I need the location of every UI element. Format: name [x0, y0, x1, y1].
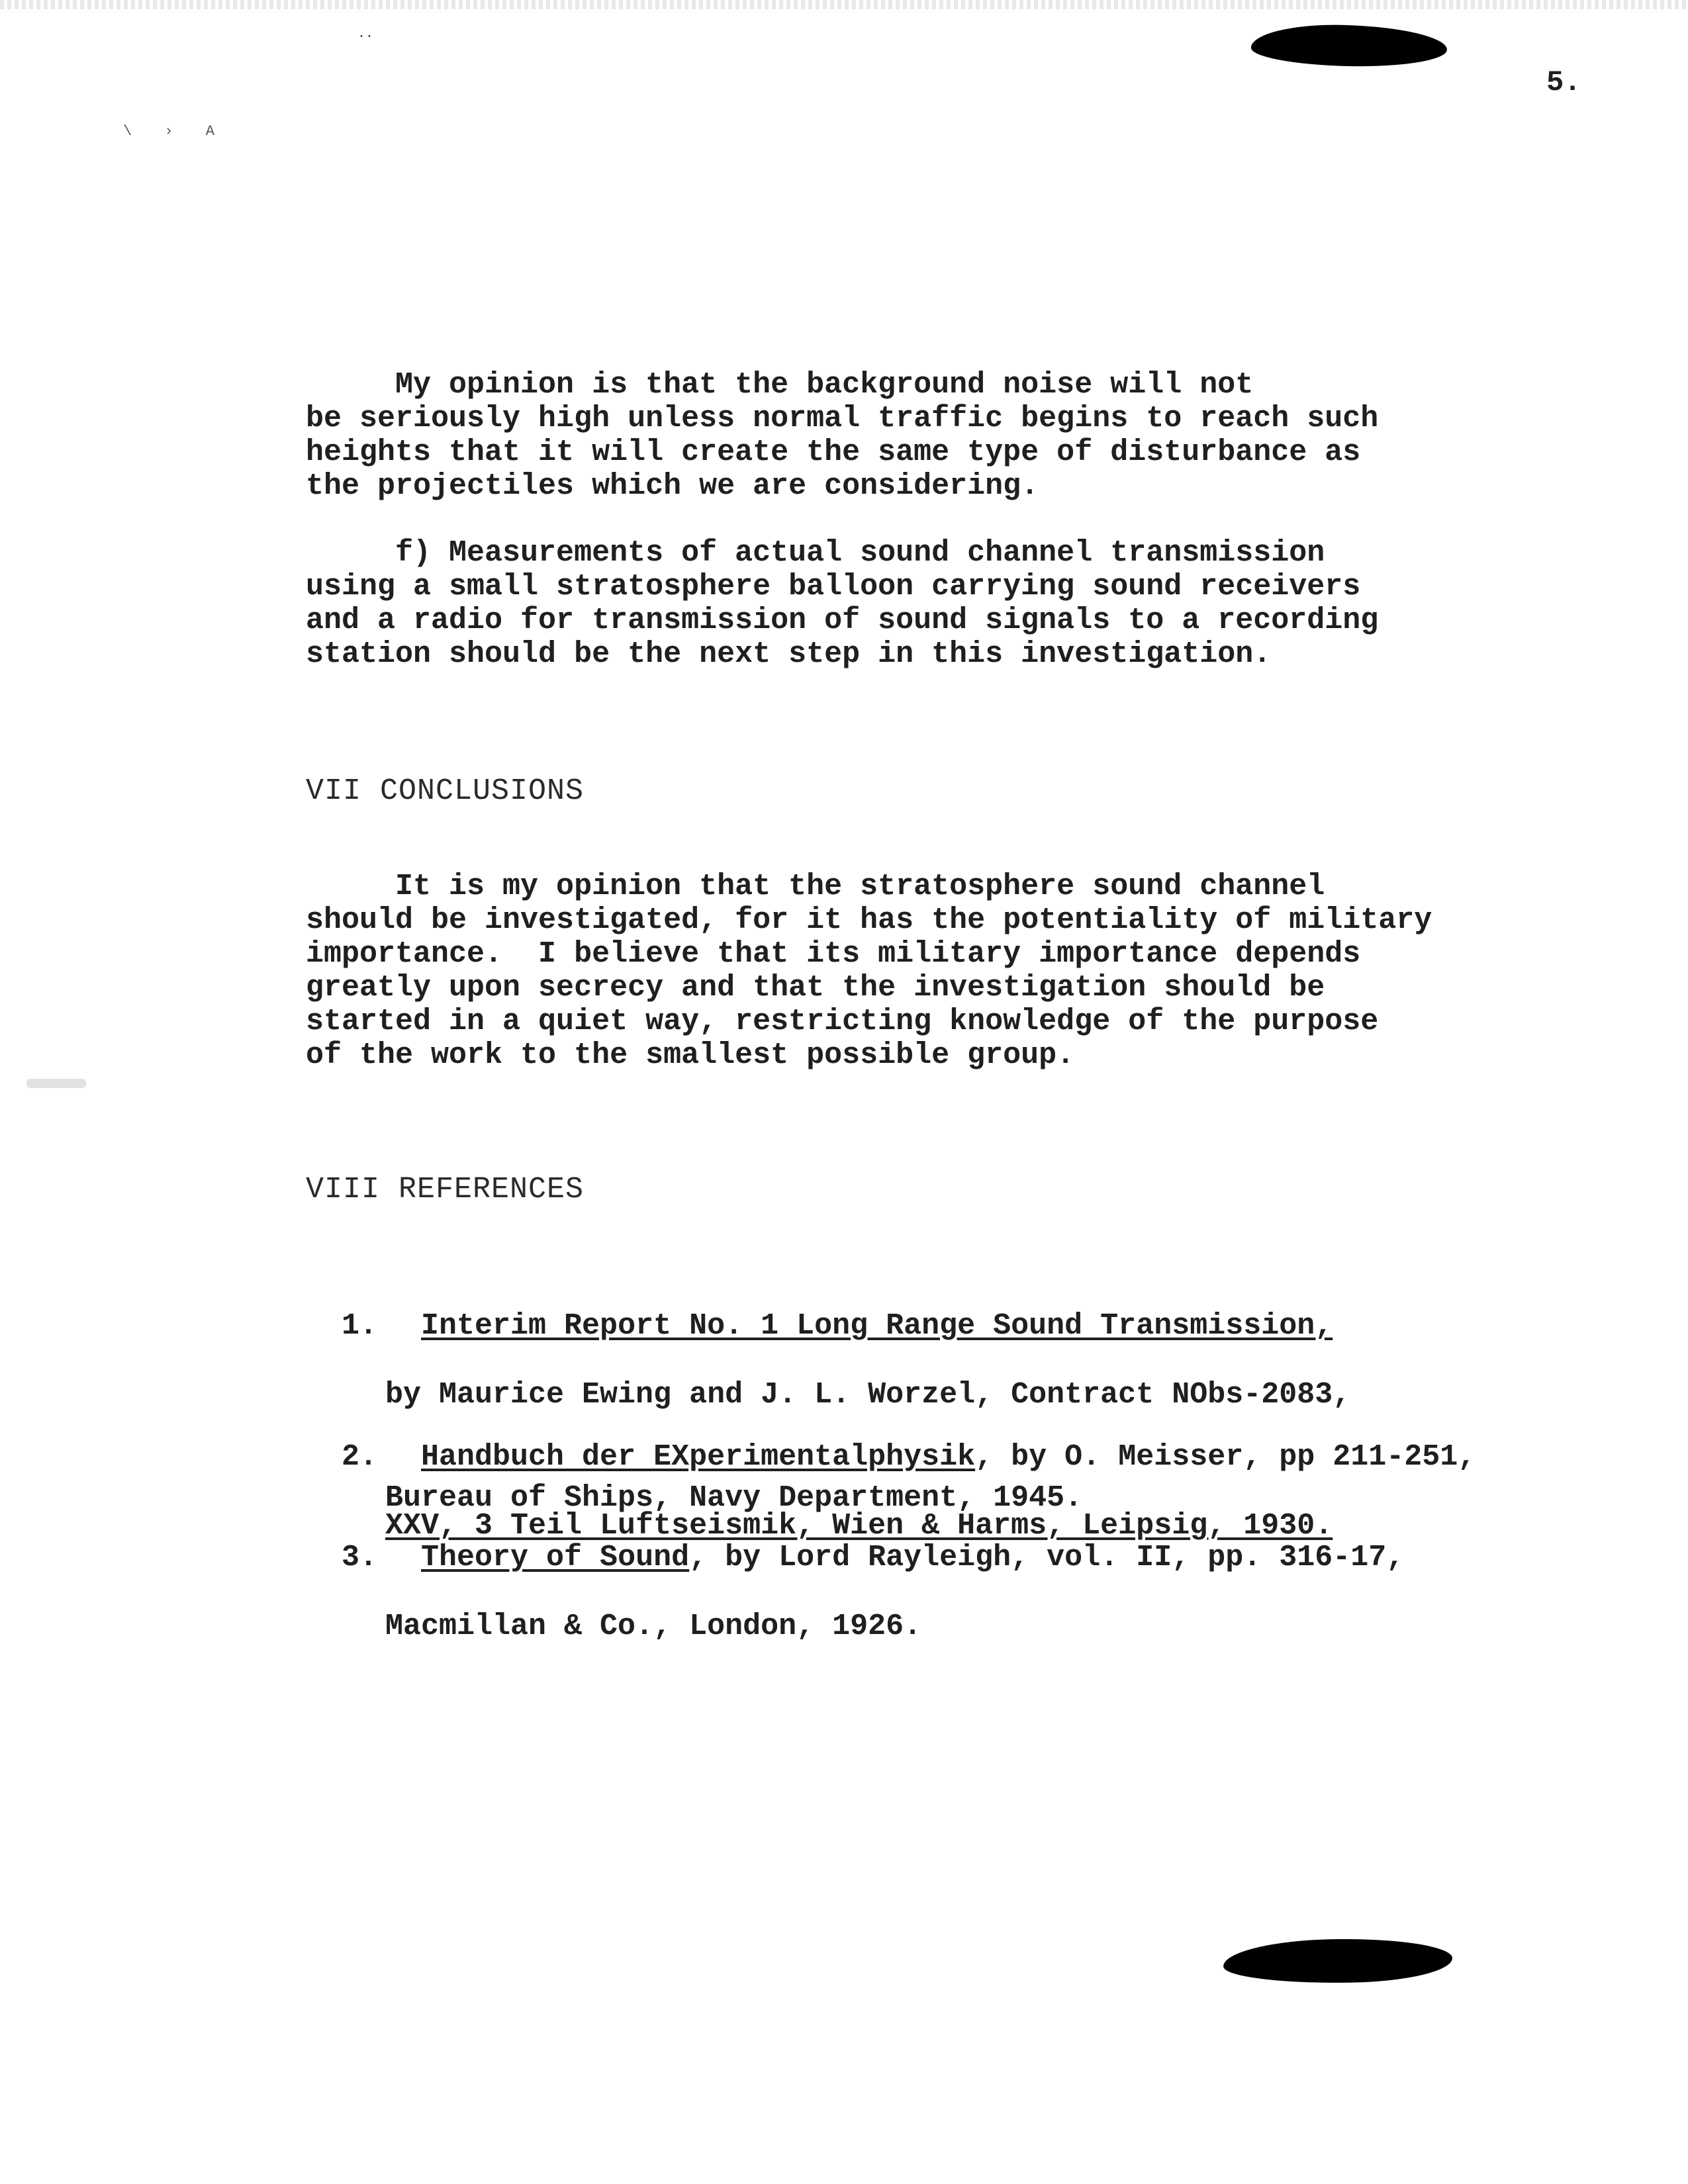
redaction-mark-bottom	[1223, 1937, 1452, 1985]
scan-smudge	[26, 1079, 86, 1088]
reference-line: Bureau of Ships, Navy Department, 1945.	[385, 1481, 1083, 1515]
section-heading-references: VIII REFERENCES	[306, 1173, 585, 1206]
paragraph-measurements: f) Measurements of actual sound channel transmission using a small stratosphere balloon carrying sound receivers and a radio for transmission of sound signals to a recording station should be the next step in this investigation.	[306, 536, 1379, 671]
scan-top-edge	[0, 0, 1688, 9]
reference-title-rest: , by Lord Rayleigh, vol. II, pp. 316-17,	[689, 1541, 1405, 1574]
reference-title: Interim Report No. 1 Long Range Sound Transmission,	[421, 1309, 1333, 1343]
paragraph-conclusions: It is my opinion that the stratosphere sound channel should be investigated, for it has the potentiality of military importance. I believe that its military importance depends greatly upon secrecy and that the investigation should be started in a quiet way, restricting knowledge of the purpose of the work to the smallest possible group.	[306, 870, 1432, 1072]
reference-item	[306, 1506, 1404, 1678]
paragraph-background-noise: My opinion is that the background noise will not be seriously high unless normal traffic begins to reach such heights that it will create the same type of disturbance as the projectiles which we are considering.	[306, 368, 1379, 503]
reference-number: 3.	[342, 1541, 378, 1574]
page-number: 5.	[1546, 66, 1581, 99]
reference-title: Theory of Sound	[421, 1541, 690, 1574]
reference-line: XXV, 3 Teil Luftseismik, Wien & Harms, Leipsig, 1930.	[385, 1509, 1333, 1543]
reference-line: by Maurice Ewing and J. L. Worzel, Contract NObs-2083,	[385, 1378, 1351, 1412]
reference-number: 1.	[342, 1309, 378, 1343]
reference-title: Handbuch der EXperimentalphysik	[421, 1440, 976, 1474]
margin-marks: \ › A	[123, 123, 227, 140]
scan-specks: ..	[357, 26, 374, 42]
reference-title-rest: , by O. Meisser, pp 211-251,	[975, 1440, 1476, 1474]
reference-line: Macmillan & Co., London, 1926.	[385, 1610, 922, 1643]
section-heading-conclusions: VII CONCLUSIONS	[306, 774, 585, 808]
reference-number: 2.	[342, 1440, 378, 1474]
redaction-mark-top	[1250, 23, 1447, 68]
